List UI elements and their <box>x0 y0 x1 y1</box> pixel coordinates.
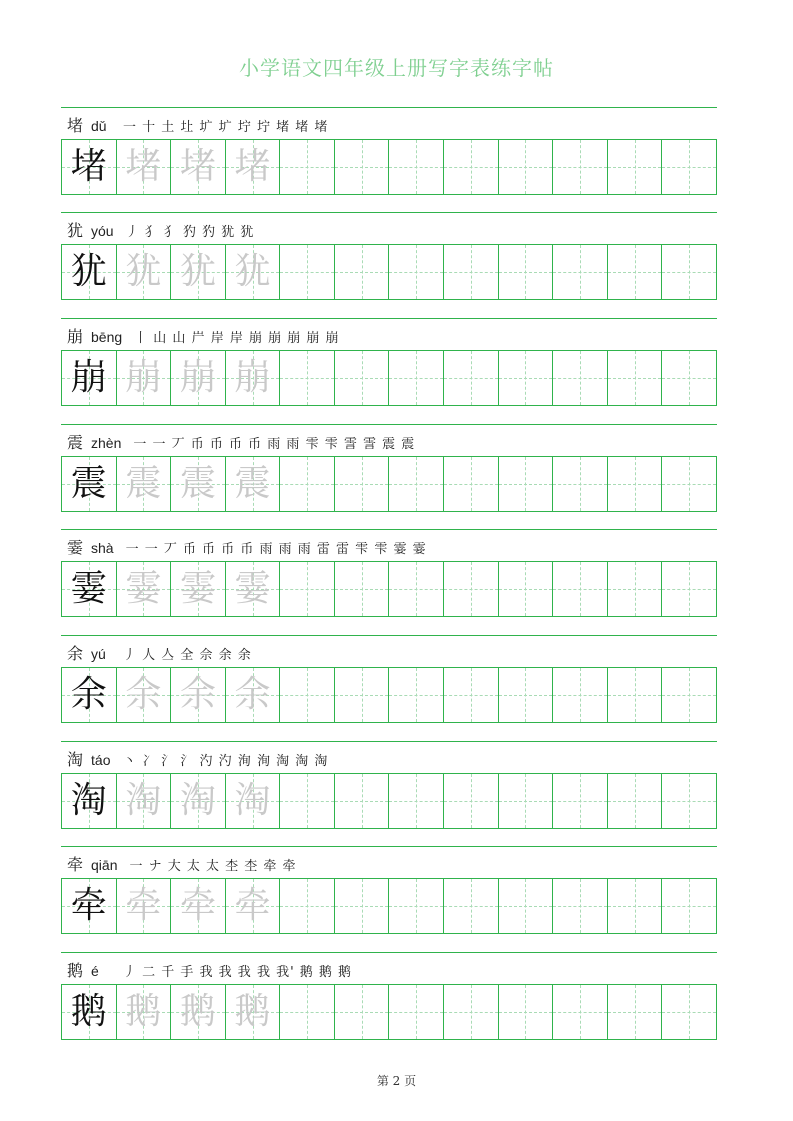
row-pinyin: táo <box>91 752 111 768</box>
empty-cell <box>280 457 335 511</box>
empty-cell <box>553 562 608 616</box>
model-character: 霎 <box>70 568 107 609</box>
empty-cell <box>662 562 716 616</box>
stroke-order: 丿 犭 犭 犳 犳 犹 犹 <box>125 225 255 240</box>
trace-cell <box>226 668 281 722</box>
row-divider <box>61 107 717 108</box>
empty-cell <box>662 774 716 828</box>
empty-cell <box>280 668 335 722</box>
stroke-order: 丿 二 千 手 我 我 我 我 我' 鹅 鹅 鹅 <box>123 965 353 980</box>
empty-cell <box>608 245 663 299</box>
trace-cell <box>117 562 172 616</box>
trace-character: 崩 <box>234 357 271 398</box>
trace-character: 牵 <box>125 885 162 926</box>
practice-grid <box>61 139 717 195</box>
trace-cell <box>171 985 226 1039</box>
trace-cell <box>226 140 281 194</box>
empty-cell <box>280 245 335 299</box>
row-pinyin: bēng <box>91 329 123 345</box>
trace-cell <box>117 668 172 722</box>
row-pinyin: shà <box>91 540 114 556</box>
trace-character: 淘 <box>234 780 271 821</box>
practice-grid <box>61 350 717 406</box>
stroke-order: 一 十 土 圵 圹 圹 坾 坾 堵 堵 堵 <box>123 120 329 135</box>
row-divider <box>61 635 717 636</box>
trace-character: 震 <box>125 463 162 504</box>
empty-cell <box>608 140 663 194</box>
stroke-order: 一 一 丆 币 币 币 币 雨 雨 雫 雫 霅 霅 震 震 <box>133 437 416 452</box>
empty-cell <box>389 245 444 299</box>
empty-cell <box>389 668 444 722</box>
empty-cell <box>335 774 390 828</box>
trace-character: 震 <box>179 463 216 504</box>
empty-cell <box>444 774 499 828</box>
row-divider <box>61 529 717 530</box>
row-pinyin: zhèn <box>91 435 122 451</box>
trace-cell <box>171 140 226 194</box>
row-header <box>67 113 328 137</box>
trace-cell <box>171 774 226 828</box>
row-header <box>67 958 352 982</box>
trace-character: 震 <box>234 463 271 504</box>
trace-cell <box>171 351 226 405</box>
row-character: 牵 <box>67 855 84 874</box>
empty-cell <box>444 562 499 616</box>
empty-cell <box>662 668 716 722</box>
model-cell <box>62 245 117 299</box>
empty-cell <box>553 351 608 405</box>
model-character: 鹅 <box>70 991 107 1032</box>
practice-grid <box>61 244 717 300</box>
row-character: 震 <box>67 433 84 452</box>
model-character: 震 <box>70 463 107 504</box>
empty-cell <box>499 245 554 299</box>
row-divider <box>61 741 717 742</box>
trace-character: 崩 <box>125 357 162 398</box>
row-character: 堵 <box>67 116 84 135</box>
row-pinyin: qiān <box>91 857 118 873</box>
empty-cell <box>608 562 663 616</box>
practice-grid <box>61 667 717 723</box>
trace-cell <box>226 879 281 933</box>
practice-grid <box>61 561 717 617</box>
model-cell <box>62 879 117 933</box>
row-character: 余 <box>67 644 84 663</box>
row-header <box>67 747 328 771</box>
stroke-order: 丿 人 亼 全 佘 余 余 <box>123 648 252 663</box>
row-character: 崩 <box>67 327 84 346</box>
row-header <box>67 430 415 454</box>
trace-cell <box>226 245 281 299</box>
empty-cell <box>499 985 554 1039</box>
trace-character: 霎 <box>125 568 162 609</box>
empty-cell <box>280 985 335 1039</box>
empty-cell <box>499 562 554 616</box>
empty-cell <box>280 879 335 933</box>
trace-cell <box>171 245 226 299</box>
empty-cell <box>499 140 554 194</box>
empty-cell <box>608 879 663 933</box>
trace-cell <box>171 457 226 511</box>
empty-cell <box>280 140 335 194</box>
empty-cell <box>608 457 663 511</box>
row-character: 霎 <box>67 538 84 557</box>
practice-grid <box>61 773 717 829</box>
trace-cell <box>117 774 172 828</box>
page-number: 第 2 页 <box>376 1074 417 1088</box>
trace-character: 淘 <box>125 780 162 821</box>
empty-cell <box>662 245 716 299</box>
trace-character: 堵 <box>125 146 162 187</box>
trace-cell <box>171 879 226 933</box>
empty-cell <box>335 457 390 511</box>
row-divider <box>61 212 717 213</box>
trace-cell <box>117 140 172 194</box>
empty-cell <box>389 562 444 616</box>
trace-cell <box>117 245 172 299</box>
trace-character: 余 <box>125 674 162 715</box>
empty-cell <box>553 879 608 933</box>
row-header <box>67 852 297 876</box>
empty-cell <box>280 351 335 405</box>
empty-cell <box>444 985 499 1039</box>
trace-cell <box>226 562 281 616</box>
trace-cell <box>226 457 281 511</box>
trace-character: 犹 <box>179 251 216 292</box>
empty-cell <box>553 140 608 194</box>
empty-cell <box>553 245 608 299</box>
empty-cell <box>662 351 716 405</box>
model-character: 堵 <box>70 146 107 187</box>
trace-cell <box>226 985 281 1039</box>
empty-cell <box>444 879 499 933</box>
trace-cell <box>171 668 226 722</box>
row-header <box>67 218 254 242</box>
model-cell <box>62 985 117 1039</box>
row-header <box>67 641 252 665</box>
page-title: 小学语文四年级上册写字表练字帖 <box>239 56 554 80</box>
empty-cell <box>662 985 716 1039</box>
row-pinyin: yóu <box>91 223 114 239</box>
empty-cell <box>553 774 608 828</box>
model-character: 牵 <box>70 885 107 926</box>
empty-cell <box>444 245 499 299</box>
empty-cell <box>389 140 444 194</box>
row-pinyin: yú <box>91 646 106 662</box>
trace-character: 鹅 <box>125 991 162 1032</box>
empty-cell <box>389 985 444 1039</box>
row-pinyin: é <box>91 963 99 979</box>
trace-character: 霎 <box>179 568 216 609</box>
empty-cell <box>553 668 608 722</box>
trace-cell <box>117 351 172 405</box>
row-character: 鹅 <box>67 961 84 980</box>
empty-cell <box>444 140 499 194</box>
empty-cell <box>608 985 663 1039</box>
empty-cell <box>389 879 444 933</box>
trace-cell <box>117 985 172 1039</box>
empty-cell <box>389 774 444 828</box>
empty-cell <box>662 879 716 933</box>
trace-character: 犹 <box>234 251 271 292</box>
practice-grid <box>61 984 717 1040</box>
row-header <box>67 535 427 559</box>
model-cell <box>62 351 117 405</box>
row-header <box>67 324 340 348</box>
empty-cell <box>499 457 554 511</box>
empty-cell <box>335 351 390 405</box>
trace-character: 犹 <box>125 251 162 292</box>
stroke-order: 一 一 丆 币 币 币 币 雨 雨 雨 雷 雷 雫 雫 霎 霎 <box>125 542 427 557</box>
row-character: 淘 <box>67 750 84 769</box>
trace-cell <box>117 879 172 933</box>
row-pinyin: dǔ <box>91 118 107 134</box>
trace-character: 堵 <box>179 146 216 187</box>
empty-cell <box>499 351 554 405</box>
trace-character: 鹅 <box>234 991 271 1032</box>
stroke-order: 丨 山 山 屵 岸 岸 崩 崩 崩 崩 崩 <box>134 331 340 346</box>
empty-cell <box>444 457 499 511</box>
trace-cell <box>117 457 172 511</box>
empty-cell <box>335 562 390 616</box>
row-divider <box>61 952 717 953</box>
trace-character: 牵 <box>234 885 271 926</box>
empty-cell <box>280 562 335 616</box>
empty-cell <box>280 774 335 828</box>
empty-cell <box>499 774 554 828</box>
trace-character: 鹅 <box>179 991 216 1032</box>
empty-cell <box>608 668 663 722</box>
empty-cell <box>444 668 499 722</box>
row-divider <box>61 318 717 319</box>
model-cell <box>62 562 117 616</box>
stroke-order: 丶 冫 氵 氵 汋 汋 洵 洵 淘 淘 淘 <box>123 754 329 769</box>
empty-cell <box>608 351 663 405</box>
trace-character: 霎 <box>234 568 271 609</box>
empty-cell <box>335 985 390 1039</box>
row-character: 犹 <box>67 221 84 240</box>
empty-cell <box>553 985 608 1039</box>
model-character: 犹 <box>70 251 107 292</box>
trace-character: 余 <box>179 674 216 715</box>
empty-cell <box>662 457 716 511</box>
empty-cell <box>389 457 444 511</box>
trace-cell <box>171 562 226 616</box>
trace-character: 余 <box>234 674 271 715</box>
model-character: 崩 <box>70 357 107 398</box>
empty-cell <box>389 351 444 405</box>
empty-cell <box>335 879 390 933</box>
empty-cell <box>335 245 390 299</box>
model-character: 淘 <box>70 780 107 821</box>
empty-cell <box>444 351 499 405</box>
model-cell <box>62 457 117 511</box>
row-divider <box>61 846 717 847</box>
empty-cell <box>608 774 663 828</box>
empty-cell <box>553 457 608 511</box>
stroke-order: 一 ナ 大 太 太 杢 杢 牵 牵 <box>129 859 297 874</box>
trace-character: 堵 <box>234 146 271 187</box>
empty-cell <box>335 668 390 722</box>
trace-cell <box>226 351 281 405</box>
trace-cell <box>226 774 281 828</box>
model-cell <box>62 140 117 194</box>
model-character: 余 <box>70 674 107 715</box>
empty-cell <box>662 140 716 194</box>
model-cell <box>62 668 117 722</box>
trace-character: 牵 <box>179 885 216 926</box>
trace-character: 淘 <box>179 780 216 821</box>
empty-cell <box>499 668 554 722</box>
model-cell <box>62 774 117 828</box>
practice-grid <box>61 456 717 512</box>
empty-cell <box>499 879 554 933</box>
empty-cell <box>335 140 390 194</box>
row-divider <box>61 424 717 425</box>
trace-character: 崩 <box>179 357 216 398</box>
practice-grid <box>61 878 717 934</box>
